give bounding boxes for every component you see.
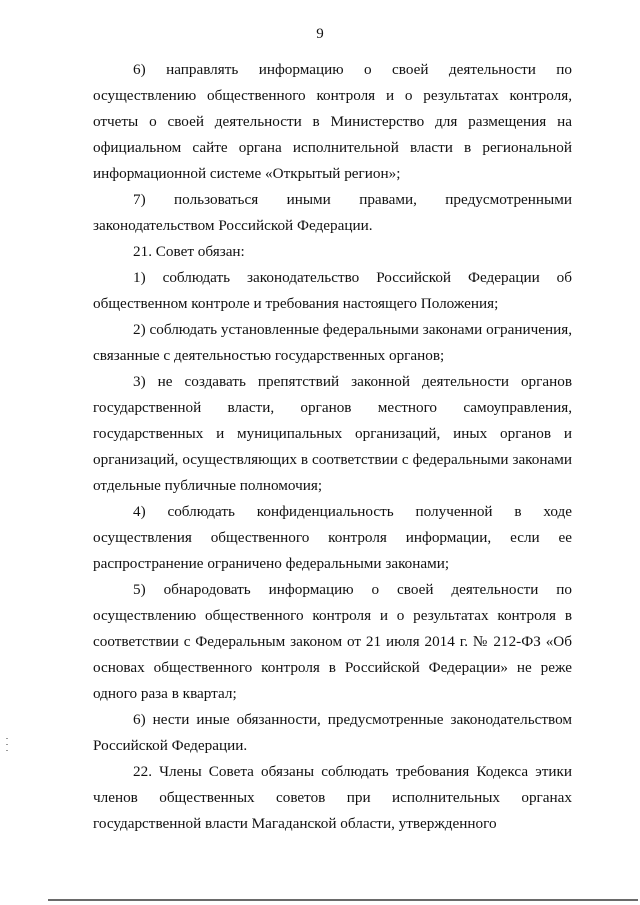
paragraph-2-observe-restrictions: 2) соблюдать установленные федеральными законами ограничения, связанные с деятельностью государственных органов; — [93, 321, 572, 364]
paragraph-21-council-obliged: 21. Совет обязан: — [133, 243, 245, 260]
paragraph-22-ethics-code: 22. Члены Совета обязаны соблюдать требования Кодекса этики членов общественных советов при исполнительных органах государственной власти Магаданской области, утвержденного — [93, 763, 572, 832]
paragraph-7-other-rights: 7) пользоваться иными правами, предусмотренными законодательством Российской Федерации. — [93, 191, 572, 234]
paragraph-3-no-obstacles: 3) не создавать препятствий законной деятельности органов государственной власти, органов местного самоуправления, государственных и муниципальных организаций, иных органов и организаций, осуществляющих в соответствии с федеральными законами отдельные публичные полномочия; — [93, 373, 572, 494]
document-body — [93, 57, 572, 837]
paragraph-5-publish-information: 5) обнародовать информацию о своей деятельности по осуществлению общественного контроля и о результатах контроля в соответствии с Федеральным законом от 21 июля 2014 г. № 212-ФЗ «Об основах общественного контроля в Российской Федерации» не реже одного раза в квартал; — [93, 581, 572, 702]
page-number: 9 — [316, 26, 324, 42]
paragraph-6-direct-information: 6) направлять информацию о своей деятельности по осуществлению общественного контроля и о результатах контроля, отчеты о своей деятельности в Министерство для размещения на официальном сайте органа исполнительной власти в региональной информационной системе «Открытый регион»; — [93, 61, 572, 182]
scan-margin-mark — [6, 744, 8, 745]
scan-margin-mark — [6, 738, 8, 739]
paragraph-1-observe-legislation: 1) соблюдать законодательство Российской Федерации об общественном контроле и требования настоящего Положения; — [93, 269, 572, 312]
scan-margin-mark — [6, 750, 8, 751]
paragraph-6-other-duties: 6) нести иные обязанности, предусмотренные законодательством Российской Федерации. — [93, 711, 572, 754]
scan-bottom-edge — [48, 899, 638, 901]
paragraph-4-confidentiality: 4) соблюдать конфиденциальность полученной в ходе осуществления общественного контроля информации, если ее распространение ограничено федеральными законами; — [93, 503, 572, 572]
